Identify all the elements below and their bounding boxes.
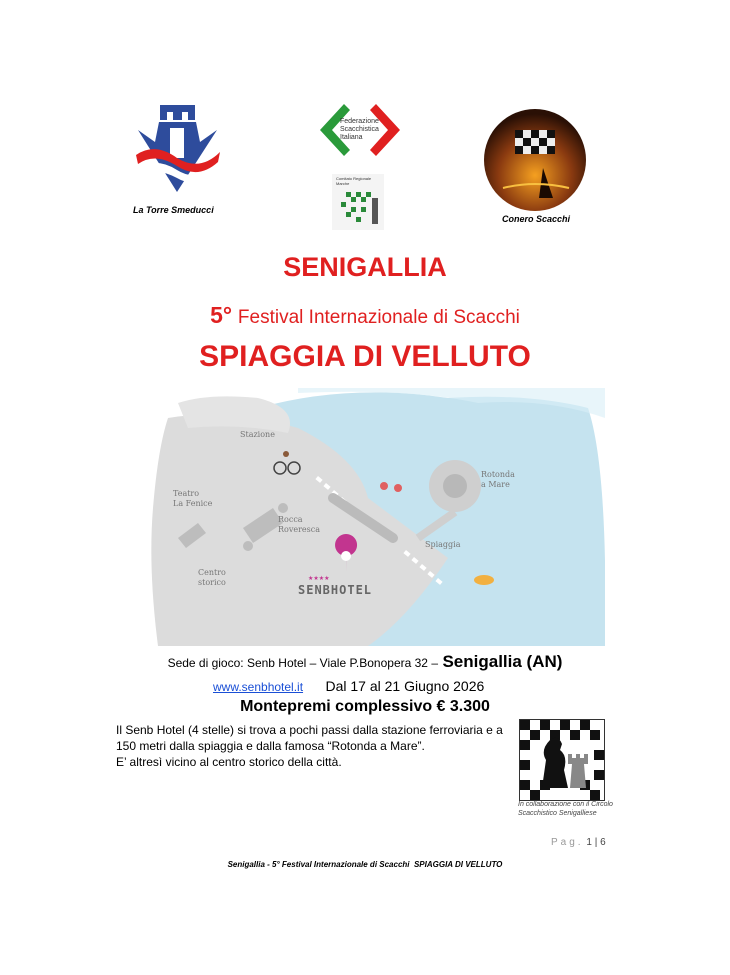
dates-line [213,678,633,696]
map-label-rotonda: Rotonda a Mare [481,470,515,489]
website-link[interactable]: www.senbhotel.it [213,680,304,694]
logo-circolo-senigalliese [519,719,605,801]
map-label-spiaggia: Spiaggia [425,540,461,549]
venue-city: Senigallia (AN) [442,652,563,671]
regional-text: Comitato Regionale Marche [336,176,372,186]
edition-number: 5° [210,302,233,328]
map-label-stazione: Stazione [240,430,275,439]
title-name: SPIAGGIA DI VELLUTO [199,340,531,373]
page-separator: | [594,837,598,848]
prize-pool: Montepremi complessivo € 3.300 [240,698,490,715]
venue-line [0,652,730,672]
title-festival-line [0,302,730,329]
map-label-teatro: Teatro La Fenice [173,489,213,508]
fsi-text: Federazione Scacchistica Italiana [340,118,379,141]
page-current: 1 [586,837,592,848]
logo-right-caption: Conero Scacchi [502,214,571,224]
description-paragraph-1: Il Senb Hotel (4 stelle) si trova a pochi passi dalla stazione ferroviaria e a 150 metri dalla spiaggia e dalla famosa “Rotonda a Mare”. [116,723,503,753]
description-paragraph-2: E’ altresì vicino al centro storico della città. [116,755,342,769]
event-dates: Dal 17 al 21 Giugno 2026 [325,678,485,694]
hotel-stars: ★★★★ [308,576,330,582]
logo-conero-scacchi [483,108,588,213]
hotel-logo: SENBHOTEL [298,583,373,597]
venue-map [148,388,605,646]
map-label-centro: Centro storico [198,568,226,587]
map-label-rocca: Rocca Roveresca [278,515,321,534]
hotel-description [116,722,511,770]
title-city: SENIGALLIA [283,252,447,282]
logo-torre-smeducci [130,100,225,195]
logo-left-caption: La Torre Smeducci [133,205,214,215]
page-number [551,837,606,848]
festival-name: Festival Internazionale di Scacchi [237,307,520,328]
footer-text: Senigallia - 5° Festival Internazionale di Scacchi SPIAGGIA DI VELLUTO [227,860,503,869]
page-total: 6 [600,837,606,848]
page-label: Pag. [551,837,584,848]
collab-caption: In collaborazione con il Circolo Scacchistico Senigalliese [518,801,613,817]
venue-prefix: Sede di gioco: Senb Hotel – Viale P.Bonopera 32 – [167,656,438,670]
